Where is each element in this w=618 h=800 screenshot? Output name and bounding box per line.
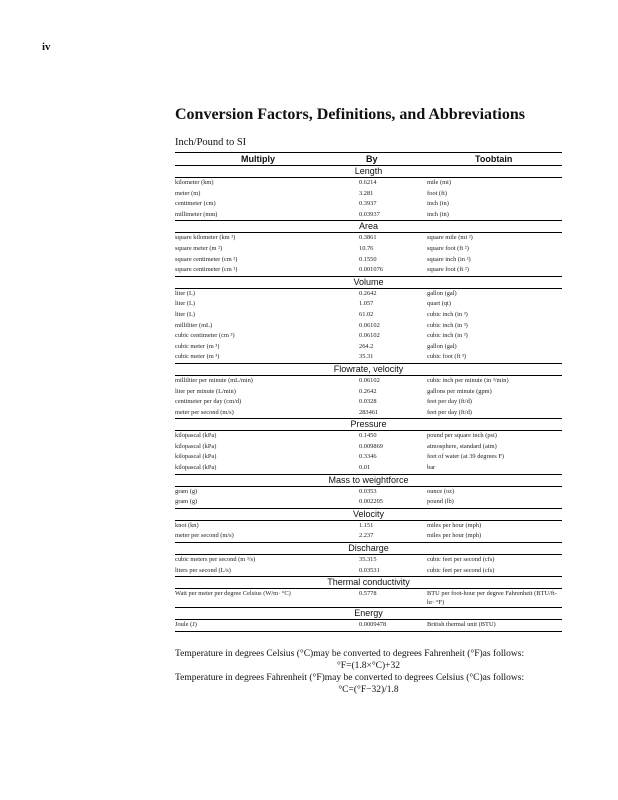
- header-to-obtain: Toobtain: [475, 154, 513, 164]
- table-row: [175, 199, 562, 210]
- table-row: [175, 189, 562, 200]
- factor-cell: 0.03531: [359, 566, 380, 574]
- table-row: [175, 387, 562, 398]
- factor-cell: 0.3346: [359, 453, 377, 461]
- multiply-cell: meter (m): [175, 189, 201, 197]
- multiply-cell: cubic meters per second (m ³/s): [175, 556, 256, 564]
- multiply-cell: liter (L): [175, 310, 196, 318]
- multiply-cell: meter per second (m/s): [175, 408, 234, 416]
- to-obtain-cell: cubic inch (in ³): [427, 321, 468, 329]
- to-obtain-cell: foot (ft): [427, 189, 448, 197]
- table-row: [175, 521, 562, 532]
- multiply-cell: kilopascal (kPa): [175, 442, 217, 450]
- table-row: [175, 310, 562, 321]
- fahrenheit-note: Temperature in degrees Fahrenheit (°F)may be converted to degrees Celsius (°C)as follows:: [175, 673, 525, 683]
- to-obtain-cell: BTU per foot-hour per degree Fahrenheit (BTU/ft-hr· °F): [427, 590, 557, 607]
- multiply-cell: gram (g): [175, 498, 198, 506]
- table-body: [175, 166, 562, 632]
- factor-cell: 0.06102: [359, 332, 380, 340]
- multiply-cell: Watt per meter per degree Celsius (W/m· °C): [175, 590, 291, 598]
- to-obtain-cell: bar: [427, 464, 436, 472]
- table-row: [175, 265, 562, 276]
- factor-cell: 0.5778: [359, 590, 377, 598]
- table-row: [175, 555, 562, 566]
- table-row: [175, 452, 562, 463]
- multiply-cell: kilopascal (kPa): [175, 432, 217, 440]
- to-obtain-cell: miles per hour (mph): [427, 532, 482, 540]
- factor-cell: 0.0009478: [359, 621, 387, 629]
- multiply-cell: square centimeter (cm ²): [175, 266, 238, 274]
- to-obtain-cell: British thermal unit (BTU): [427, 621, 496, 629]
- fahrenheit-formula: °C=(°F−32)/1.8: [338, 685, 399, 695]
- table-row: [175, 408, 562, 419]
- multiply-cell: cubic meter (m ³): [175, 353, 220, 361]
- to-obtain-cell: miles per hour (mph): [427, 521, 482, 529]
- table-row: [175, 289, 562, 300]
- factor-cell: 0.0328: [359, 398, 377, 406]
- multiply-cell: liter (L): [175, 289, 196, 297]
- factor-cell: 0.1450: [359, 432, 377, 440]
- factor-cell: 264.2: [359, 342, 374, 350]
- section-heading: Energy: [175, 607, 562, 620]
- multiply-cell: millimeter (mm): [175, 210, 218, 218]
- multiply-cell: kilometer (km): [175, 179, 214, 186]
- table-row: [175, 376, 562, 387]
- to-obtain-cell: square foot (ft ²): [427, 266, 469, 274]
- section-heading: Length: [175, 166, 562, 178]
- factor-cell: 0.2642: [359, 289, 377, 297]
- to-obtain-cell: gallon (gal): [427, 342, 457, 350]
- table-row: [175, 233, 562, 244]
- to-obtain-cell: square foot (ft ²): [427, 244, 469, 252]
- multiply-cell: milliliter (mL): [175, 321, 213, 329]
- table-row: [175, 352, 562, 363]
- to-obtain-cell: gallons per minute (gpm): [427, 387, 492, 395]
- section-heading: Area: [175, 220, 562, 233]
- multiply-cell: gram (g): [175, 487, 198, 495]
- factor-cell: 0.1550: [359, 255, 377, 263]
- multiply-cell: liter (L): [175, 300, 196, 308]
- table-row: [175, 463, 562, 474]
- factor-cell: 0.06102: [359, 376, 380, 384]
- celsius-formula: °F=(1.8×°C)+32: [337, 661, 400, 671]
- to-obtain-cell: square mile (mi ²): [427, 234, 473, 242]
- table-subtitle: Inch/Pound to SI: [175, 137, 247, 148]
- page-number: iv: [42, 41, 51, 53]
- multiply-cell: cubic meter (m ³): [175, 342, 220, 350]
- table-row: [175, 397, 562, 408]
- to-obtain-cell: ounce (oz): [427, 487, 455, 495]
- to-obtain-cell: cubic inch (in ³): [427, 332, 468, 340]
- table-row: [175, 620, 562, 632]
- table-header: [175, 152, 562, 166]
- factor-cell: 0.002205: [359, 498, 383, 506]
- to-obtain-cell: cubic inch (in ³): [427, 310, 468, 318]
- factor-cell: 283461: [359, 408, 379, 416]
- table-row: [175, 589, 562, 607]
- multiply-cell: liters per second (L/s): [175, 566, 231, 574]
- factor-cell: 10.76: [359, 244, 374, 252]
- table-row: [175, 442, 562, 453]
- multiply-cell: centimeter (cm): [175, 200, 216, 208]
- to-obtain-cell: gallon (gal): [427, 289, 457, 297]
- multiply-cell: kilopascal (kPa): [175, 464, 217, 472]
- multiply-cell: square meter (m ²): [175, 244, 223, 252]
- table-row: [175, 244, 562, 255]
- section-heading: Pressure: [175, 418, 562, 431]
- to-obtain-cell: pound (lb): [427, 498, 454, 506]
- table-row: [175, 210, 562, 221]
- factor-cell: 0.3861: [359, 234, 377, 242]
- to-obtain-cell: atmosphere, standard (atm): [427, 442, 497, 450]
- multiply-cell: knot (kn): [175, 521, 199, 529]
- factor-cell: 0.001076: [359, 266, 383, 274]
- factor-cell: 1.057: [359, 300, 374, 308]
- to-obtain-cell: cubic inch per minute (in ³/min): [427, 376, 509, 384]
- factor-cell: 35.315: [359, 556, 377, 564]
- section-heading: Mass to weightforce: [175, 474, 562, 487]
- multiply-cell: liter per minute (L/min): [175, 387, 236, 395]
- factor-cell: 0.03937: [359, 210, 380, 218]
- temperature-notes: [175, 648, 562, 696]
- table-row: [175, 321, 562, 332]
- factor-cell: 0.0353: [359, 487, 377, 495]
- table-row: [175, 566, 562, 577]
- to-obtain-cell: feet of water (at 39 degrees F): [427, 453, 505, 461]
- celsius-note: Temperature in degrees Celsius (°C)may be converted to degrees Fahrenheit (°F)as follows:: [175, 649, 525, 659]
- table-row: [175, 342, 562, 353]
- to-obtain-cell: quart (qt): [427, 300, 451, 308]
- section-heading: Thermal conductivity: [175, 576, 562, 589]
- section-heading: Discharge: [175, 542, 562, 555]
- multiply-cell: square centimeter (cm ²): [175, 255, 238, 263]
- table-row: [175, 531, 562, 542]
- factor-cell: 61.02: [359, 310, 374, 318]
- factor-cell: 0.06102: [359, 321, 380, 329]
- to-obtain-cell: mile (mi): [427, 179, 451, 186]
- table-row: [175, 299, 562, 310]
- section-heading: Flowrate, velocity: [175, 363, 562, 376]
- header-by: By: [366, 154, 378, 164]
- table-row: [175, 331, 562, 342]
- factor-cell: 35.31: [359, 353, 374, 361]
- table-row: [175, 255, 562, 266]
- factor-cell: 2.237: [359, 532, 374, 540]
- factor-cell: 0.6214: [359, 179, 377, 186]
- to-obtain-cell: inch (in): [427, 210, 449, 218]
- table-row: [175, 487, 562, 498]
- table-row: [175, 497, 562, 508]
- to-obtain-cell: pound per square inch (psi): [427, 432, 497, 440]
- factor-cell: 1.151: [359, 521, 374, 529]
- multiply-cell: kilopascal (kPa): [175, 453, 217, 461]
- section-heading: Velocity: [175, 508, 562, 521]
- multiply-cell: milliliter per minute (mL/min): [175, 376, 253, 384]
- table-row: [175, 431, 562, 442]
- factor-cell: 0.01: [359, 464, 371, 472]
- multiply-cell: Joule (J): [175, 621, 197, 629]
- multiply-cell: centimeter per day (cm/d): [175, 398, 242, 406]
- section-heading: Volume: [175, 276, 562, 289]
- to-obtain-cell: cubic feet per second (cfs): [427, 556, 495, 564]
- factor-cell: 0.2642: [359, 387, 377, 395]
- factor-cell: 0.3937: [359, 200, 377, 208]
- header-multiply: Multiply: [241, 154, 275, 164]
- table-row: [175, 178, 562, 189]
- multiply-cell: cubic centimeter (cm ³): [175, 332, 235, 340]
- conversion-table: [175, 152, 562, 632]
- multiply-cell: square kilometer (km ²): [175, 234, 236, 242]
- to-obtain-cell: cubic feet per second (cfs): [427, 566, 495, 574]
- factor-cell: 3.281: [359, 189, 374, 197]
- to-obtain-cell: feet per day (ft/d): [427, 398, 472, 406]
- to-obtain-cell: inch (in): [427, 200, 449, 208]
- factor-cell: 0.009869: [359, 442, 383, 450]
- page-title: Conversion Factors, Definitions, and Abbreviations: [175, 106, 525, 123]
- to-obtain-cell: square inch (in ²): [427, 255, 471, 263]
- to-obtain-cell: feet per day (ft/d): [427, 408, 472, 416]
- to-obtain-cell: cubic foot (ft ³): [427, 353, 467, 361]
- multiply-cell: meter per second (m/s): [175, 532, 234, 540]
